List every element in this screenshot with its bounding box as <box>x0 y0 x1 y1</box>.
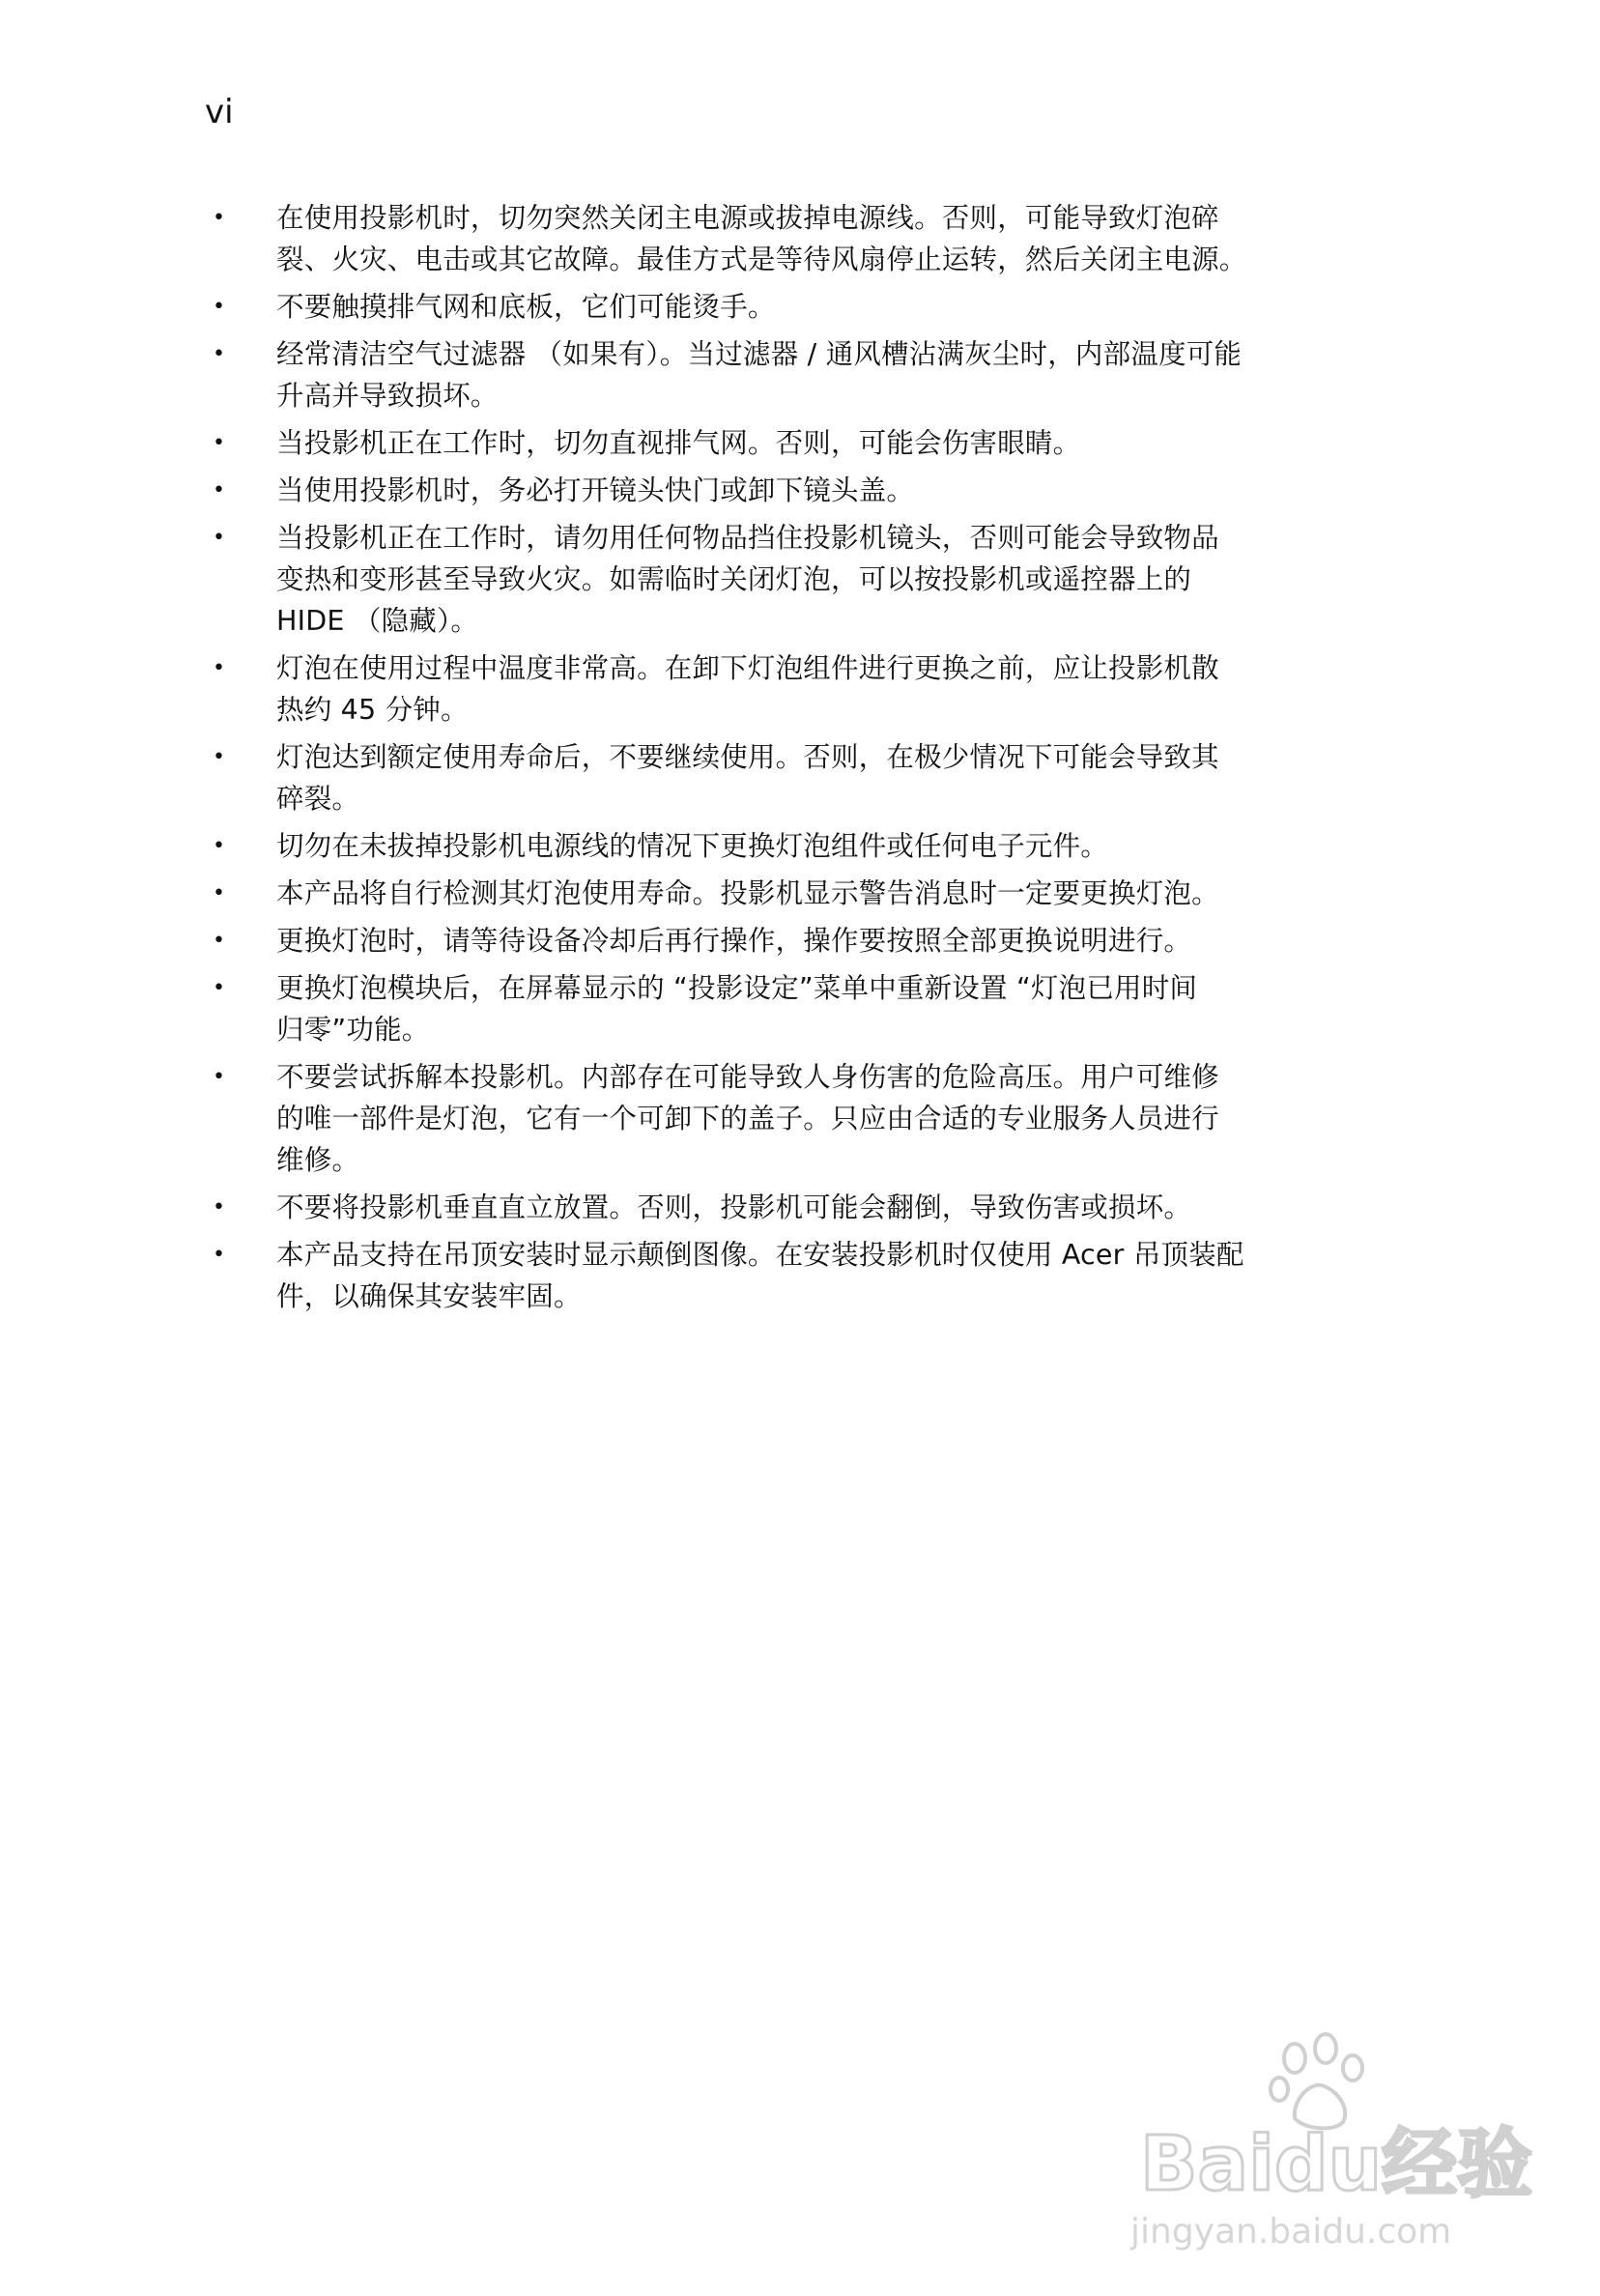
watermark-url: jingyan.baidu.com <box>1130 2212 1452 2252</box>
bullet-marker: • <box>213 929 226 953</box>
bullet-marker: • <box>213 342 226 366</box>
list-item-line: 当投影机正在工作时，请勿用任何物品挡住投影机镜头，否则可能会导致物品 <box>276 522 1219 554</box>
bullet-marker: • <box>213 478 226 502</box>
list-item <box>209 967 1368 1050</box>
list-item <box>209 825 1368 867</box>
list-item-line: 变热和变形甚至导致火灾。如需临时关闭灯泡，可以按投影机或遥控器上的 <box>276 563 1192 595</box>
list-item-line: 件，以确保其安装牢固。 <box>276 1280 582 1312</box>
list-item <box>209 422 1368 464</box>
list-item-line: 当使用投影机时，务必打开镜头快门或卸下镜头盖。 <box>276 474 915 506</box>
list-item <box>209 873 1368 914</box>
list-item <box>209 1187 1368 1228</box>
list-item-line: 不要尝试拆解本投影机。内部存在可能导致人身伤害的危险高压。用户可维修 <box>276 1061 1219 1093</box>
list-item-line: 热约 45 分钟。 <box>276 694 469 726</box>
bullet-marker: • <box>213 834 226 858</box>
bullet-marker: • <box>213 431 226 455</box>
list-item-line: 切勿在未拔掉投影机电源线的情况下更换灯泡组件或任何电子元件。 <box>276 830 1109 862</box>
bullet-marker: • <box>213 1243 226 1267</box>
bullet-list <box>209 197 1368 1323</box>
list-item <box>209 920 1368 961</box>
list-item-line: 更换灯泡时，请等待设备冷却后再行操作，操作要按照全部更换说明进行。 <box>276 925 1192 957</box>
list-item-line: 当投影机正在工作时，切勿直视排气网。否则，可能会伤害眼睛。 <box>276 427 1081 459</box>
list-item-line: 碎裂。 <box>276 783 360 815</box>
list-item-line: 灯泡达到额定使用寿命后，不要继续使用。否则，在极少情况下可能会导致其 <box>276 741 1219 773</box>
bullet-marker: • <box>213 1195 226 1220</box>
list-item-line: 本产品支持在吊顶安装时显示颠倒图像。在安装投影机时仅使用 Acer 吊顶装配 <box>276 1239 1244 1271</box>
list-item-line: 维修。 <box>276 1144 360 1176</box>
list-item-line: 升高并导致损坏。 <box>276 380 499 412</box>
list-item-line: 经常清洁空气过滤器 （如果有）。当过滤器 / 通风槽沾满灰尘时，内部温度可能 <box>276 338 1243 370</box>
watermark-brand: Baidu经验 <box>1140 2121 1533 2208</box>
list-item <box>209 1234 1368 1317</box>
list-item-line: 灯泡在使用过程中温度非常高。在卸下灯泡组件进行更换之前，应让投影机散 <box>276 652 1219 684</box>
list-item-line: 归零”功能。 <box>276 1014 430 1046</box>
bullet-marker: • <box>213 656 226 680</box>
bullet-marker: • <box>213 1065 226 1089</box>
list-item <box>209 470 1368 511</box>
list-item <box>209 1056 1368 1181</box>
watermark <box>1121 2029 1533 2261</box>
bullet-marker: • <box>213 745 226 769</box>
list-item-line: 不要将投影机垂直直立放置。否则，投影机可能会翻倒，导致伤害或损坏。 <box>276 1191 1192 1223</box>
list-item-line: 裂、火灾、电击或其它故障。最佳方式是等待风扇停止运转，然后关闭主电源。 <box>276 244 1247 275</box>
bullet-marker: • <box>213 976 226 1000</box>
bullet-marker: • <box>213 206 226 230</box>
list-item-line: 不要触摸排气网和底板，它们可能烫手。 <box>276 291 776 323</box>
list-item <box>209 736 1368 819</box>
list-item <box>209 647 1368 731</box>
list-item-line: HIDE （隐藏）。 <box>276 605 479 637</box>
list-item-line: 本产品将自行检测其灯泡使用寿命。投影机显示警告消息时一定要更换灯泡。 <box>276 877 1219 909</box>
bullet-marker: • <box>213 881 226 905</box>
list-item <box>209 197 1368 280</box>
bullet-marker: • <box>213 526 226 550</box>
list-item-line: 在使用投影机时，切勿突然关闭主电源或拔掉电源线。否则，可能导致灯泡碎 <box>276 202 1219 234</box>
list-item <box>209 333 1368 416</box>
bullet-marker: • <box>213 295 226 319</box>
list-item-line: 的唯一部件是灯泡，它有一个可卸下的盖子。只应由合适的专业服务人员进行 <box>276 1103 1219 1134</box>
page-number: vi <box>205 93 234 131</box>
list-item <box>209 517 1368 642</box>
list-item-line: 更换灯泡模块后，在屏幕显示的 “投影设定”菜单中重新设置 “灯泡已用时间 <box>276 972 1198 1004</box>
baidu-paw-icon <box>1266 2029 1372 2136</box>
list-item <box>209 286 1368 328</box>
